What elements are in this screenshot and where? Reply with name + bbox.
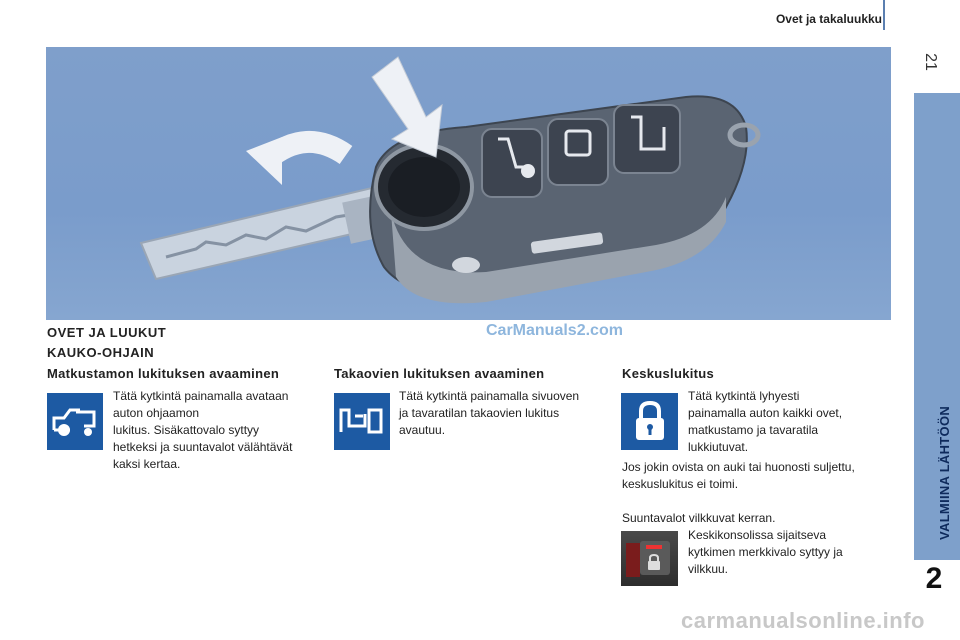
rear-unlock-text-line: Tätä kytkintä painamalla sivuoven — [399, 389, 580, 403]
cab-unlock-text-line: kaksi kertaa. — [113, 457, 181, 471]
padlock-glyph — [632, 400, 668, 444]
console-switch-edge — [626, 543, 640, 577]
indicator-note: Suuntavalot vilkkuvat kerran. — [622, 511, 776, 525]
flip-arrow-head — [246, 137, 282, 185]
key-release-button-center — [388, 157, 460, 217]
rear-unlock-text-line: ja tavaratilan takaovien lukitus — [399, 406, 560, 420]
rear-unlock-heading: Takaovien lukituksen avaaminen — [334, 366, 545, 381]
key-led — [452, 257, 480, 273]
cab-unlock-text-line: Tätä kytkintä painamalla avataan — [113, 389, 289, 403]
cab-unlock-button — [482, 129, 542, 197]
central-lock-text-line: matkustamo ja tavaratila — [688, 423, 819, 437]
chapter-number: 2 — [925, 562, 943, 595]
van-rear-unlock-glyph — [337, 402, 387, 442]
lock-button — [548, 119, 608, 185]
central-lock-text — [688, 388, 842, 456]
watermark: CarManuals2.com — [486, 322, 623, 339]
key-illustration — [46, 47, 891, 320]
header-rule — [883, 0, 885, 30]
rear-unlock-text — [399, 388, 579, 439]
cab-unlock-text — [113, 388, 292, 473]
central-lock-note-line: keskuslukitus ei toimi. — [622, 477, 739, 491]
central-lock-text-line: painamalla auton kaikki ovet, — [688, 406, 843, 420]
side-tab-label: VALMIINA LÄHTÖÖN — [937, 405, 952, 540]
section-title-line2: KAUKO-OHJAIN — [47, 345, 155, 360]
cab-unlock-text-line: auton ohjaamon — [113, 406, 200, 420]
van-rear-unlock-icon — [334, 393, 390, 450]
console-padlock-icon — [645, 553, 663, 571]
padlock-icon — [621, 393, 678, 450]
page-number: 21 — [922, 53, 939, 71]
car-unlock-glyph — [50, 402, 100, 442]
rear-unlock-text-line: avautuu. — [399, 423, 446, 437]
console-text — [688, 527, 843, 578]
header-title: Ovet ja takaluukku — [775, 12, 882, 26]
cab-unlock-heading: Matkustamon lukituksen avaaminen — [47, 366, 280, 381]
console-switch-photo — [621, 531, 678, 586]
section-title — [47, 323, 166, 363]
rear-unlock-button — [614, 105, 680, 173]
console-text-line: Keskikonsolissa sijaitseva — [688, 528, 827, 542]
central-lock-note — [622, 459, 855, 493]
footer-watermark: carmanualsonline.info — [681, 608, 925, 633]
key-fob-graphic — [46, 47, 891, 320]
central-lock-note-line: Jos jokin ovista on auki tai huonosti suljettu, — [622, 460, 855, 474]
central-lock-heading: Keskuslukitus — [622, 366, 715, 381]
central-lock-text-line: Tätä kytkintä lyhyesti — [688, 389, 800, 403]
console-indicator-led — [646, 545, 662, 549]
console-text-line: vilkkuu. — [688, 562, 729, 576]
central-lock-text-line: lukkiutuvat. — [688, 440, 749, 454]
console-text-line: kytkimen merkkivalo syttyy ja — [688, 545, 843, 559]
press-arrow-icon — [372, 57, 442, 157]
cab-unlock-text-line: lukitus. Sisäkattovalo syttyy — [113, 423, 260, 437]
section-title-line1: OVET JA LUUKUT — [47, 325, 167, 340]
cab-unlock-text-line: hetkeksi ja suuntavalot välähtävät — [113, 440, 293, 454]
cab-unlock-symbol-dot — [521, 164, 535, 178]
car-unlock-icon — [47, 393, 103, 450]
